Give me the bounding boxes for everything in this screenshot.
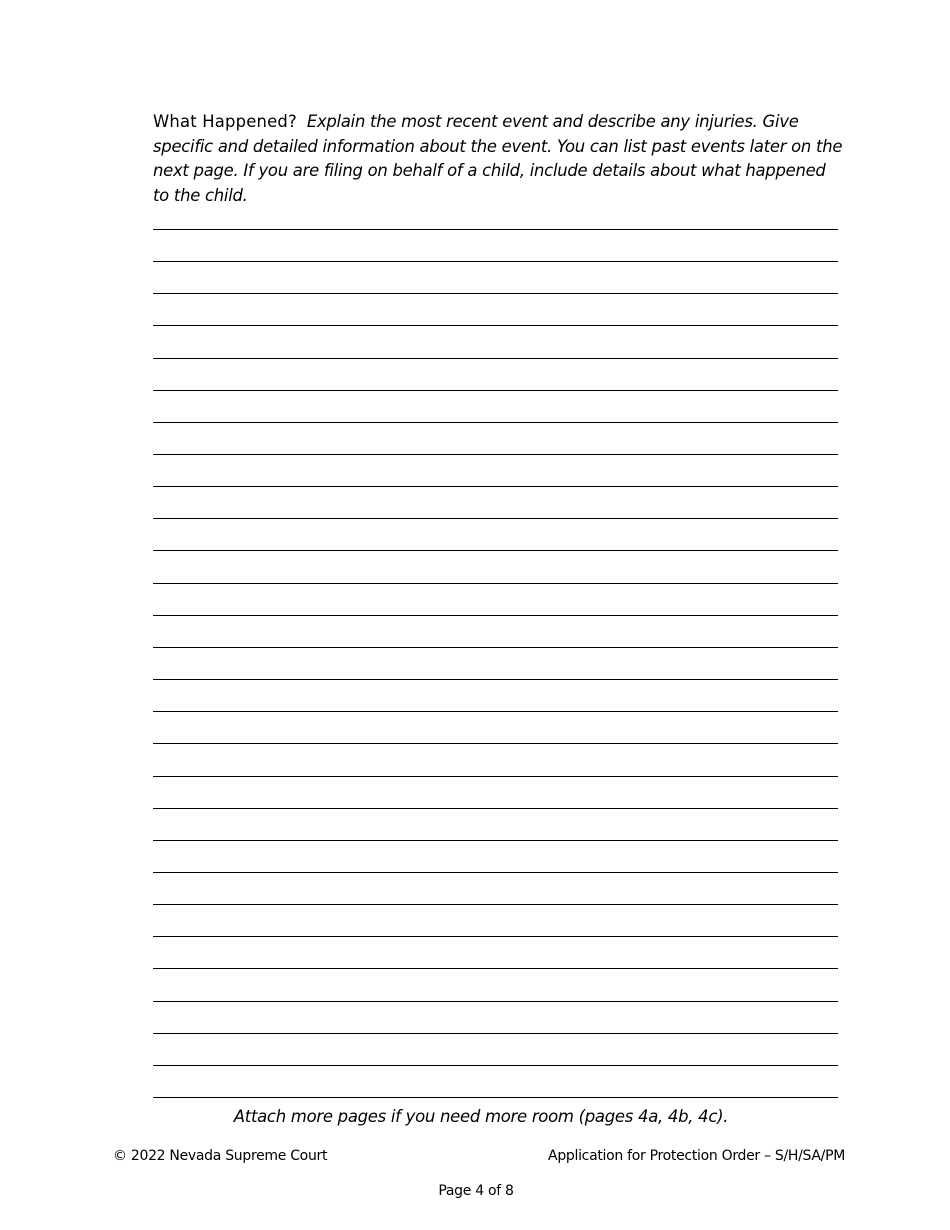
question-label: What Happened?: [153, 112, 297, 131]
answer-line[interactable]: [153, 615, 838, 616]
answer-line[interactable]: [153, 1097, 838, 1098]
answer-line[interactable]: [153, 229, 838, 230]
answer-line[interactable]: [153, 293, 838, 294]
answer-line[interactable]: [153, 968, 838, 969]
footer-form-title: Application for Protection Order – S/H/SA/PM: [548, 1148, 845, 1164]
footer-page-number: [0, 1183, 950, 1199]
answer-line[interactable]: [153, 486, 838, 487]
answer-line[interactable]: [153, 422, 838, 423]
answer-line[interactable]: [153, 743, 838, 744]
footer-copyright: © 2022 Nevada Supreme Court: [113, 1148, 328, 1164]
answer-line[interactable]: [153, 904, 838, 905]
answer-line[interactable]: [153, 808, 838, 809]
answer-line[interactable]: [153, 1033, 838, 1034]
answer-line[interactable]: [153, 776, 838, 777]
answer-line[interactable]: [153, 583, 838, 584]
answer-line[interactable]: [153, 390, 838, 391]
answer-line[interactable]: [153, 550, 838, 551]
attach-more-pages-note: [0, 1107, 950, 1126]
answer-line[interactable]: [153, 647, 838, 648]
answer-line[interactable]: [153, 518, 838, 519]
page-number-text: Page 4 of 8: [438, 1183, 514, 1199]
question-instructions: Explain the most recent event and describe any injuries. Give specific and detailed information about the event. You can list past events later on the next page. If you are filing on behalf of a child, include details about what happened to the child.: [153, 112, 843, 205]
answer-line[interactable]: [153, 325, 838, 326]
answer-line[interactable]: [153, 1001, 838, 1002]
answer-line[interactable]: [153, 679, 838, 680]
answer-line[interactable]: [153, 711, 838, 712]
attach-note-text: Attach more pages if you need more room (pages 4a, 4b, 4c).: [233, 1107, 729, 1126]
answer-line[interactable]: [153, 454, 838, 455]
answer-line[interactable]: [153, 840, 838, 841]
answer-lines-area[interactable]: [153, 0, 838, 1230]
answer-line[interactable]: [153, 1065, 838, 1066]
answer-line[interactable]: [153, 261, 838, 262]
answer-line[interactable]: [153, 872, 838, 873]
answer-line[interactable]: [153, 358, 838, 359]
answer-line[interactable]: [153, 936, 838, 937]
